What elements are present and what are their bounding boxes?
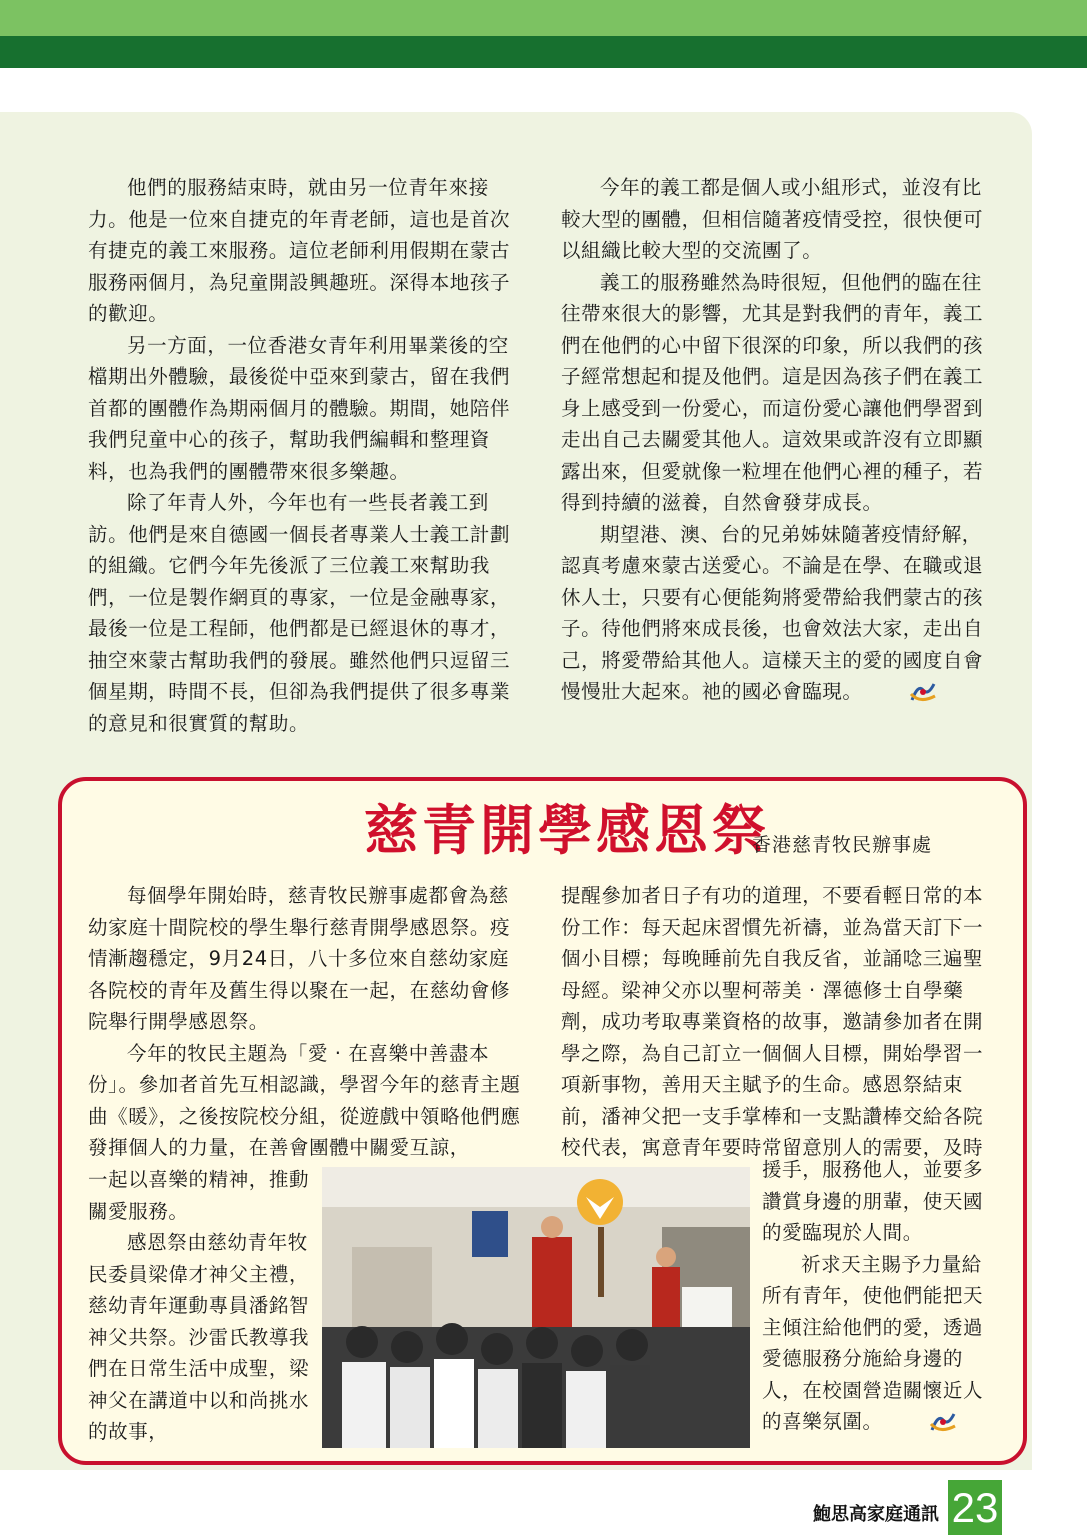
paragraph: 每個學年開始時，慈青牧民辦事處都會為慈幼家庭十間院校的學生舉行慈青開學感恩祭。疫情漸趨穩定，9月24日，八十多位來自慈幼家庭各院校的青年及舊生得以聚在一起，在慈幼會修院舉行開學感恩祭。 (88, 884, 511, 1033)
feature-right-column (561, 880, 997, 1195)
paragraph-text: 祈求天主賜予力量給所有青年，使他們能把天主傾注給他們的愛，透過愛德服務分施給身邊的人，在校園營造關懷近人的喜樂氛圍。 (762, 1252, 984, 1433)
paragraph: 他們的服務結束時，就由另一位青年來接力。他是一位來自捷克的年青老師，這也是首次有捷克的義工來服務。這位老師利用假期在蒙古服務兩個月，為兒童開設興趣班。深得本地孩子的歡迎。 (88, 176, 511, 325)
paragraph-text: 期望港、澳、台的兄弟姊妹隨著疫情紓解，認真考慮來蒙古送愛心。不論是在學、在職或退休人士，只要有心便能夠將愛帶給我們蒙古的孩子。待他們將來成長後，也會效法大家，走出自己，將愛帶給其他人。這樣天主的愛的國度自會慢慢壯大起來。祂的國必會臨現。 (561, 522, 984, 703)
paragraph: 今年的牧民主題為「愛 ‧ 在喜樂中善盡本份」。參加者首先互相認識，學習今年的慈青主題曲《暖》，之後按院校分組，從遊戲中領略他們應發揮個人的力量，在善會團體中關愛互諒， (88, 1041, 521, 1159)
top-article-right-column (561, 172, 997, 708)
top-article-left-column (88, 172, 524, 739)
paragraph-with-end-mark (561, 519, 997, 708)
paragraph: 一起以喜樂的精神，推動關愛服務。 (88, 1168, 310, 1223)
feature-article-source: 香港慈青牧民辦事處 (752, 834, 933, 856)
page-footer (0, 1470, 1087, 1535)
mass-photo (322, 1167, 750, 1448)
feature-left-column (88, 880, 524, 1164)
paragraph: 另一方面，一位香港女青年利用畢業後的空檔期出外體驗，最後從中亞來到蒙古，留在我們首都的團體作為期兩個月的體驗。期間，她陪伴我們兒童中心的孩子，幫助我們編輯和整理資料，也為我們的團體帶來很多樂趣。 (88, 333, 511, 483)
end-mark-icon (889, 1410, 919, 1436)
paragraph: 提醒參加者日子有功的道理，不要看輕日常的本份工作：每天起床習慣先祈禱，並為當天訂下一個小目標；每晚睡前先自我反省，並誦唸三遍聖母經。梁神父亦以聖柯蒂美 ‧ 澤德修士自學藥劑，成功考取專業資格的故事，邀請參加者在開學之際，為自己訂立一個個人目標，開始學習一項新事物，善用天主賦予的生命。感恩祭結束前，潘神父把一支手掌棒和一支點讚棒交給各院校代表，寓意青年要時常留意別人的需要，及時 (561, 884, 984, 1159)
paragraph: 感恩祭由慈幼青年牧民委員梁偉才神父主禮，慈幼青年運動專員潘銘智神父共祭。沙雷氏教導我們在日常生活中成聖，梁神父在講道中以和尚挑水的故事， (88, 1231, 310, 1443)
paragraph-with-end-mark (762, 1249, 998, 1438)
end-mark-icon (869, 680, 899, 706)
paragraph: 義工的服務雖然為時很短，但他們的臨在往往帶來很大的影響，尤其是對我們的青年，義工們在他們的心中留下很深的印象，所以我們的孩子經常想起和提及他們。這是因為孩子們在義工身上感受到一份愛心，而這份愛心讓他們學習到走出自己去關愛其他人。這效果或許沒有立即顯露出來，但愛就像一粒埋在他們心裡的種子，若得到持續的滋養，自然會發芽成長。 (561, 270, 984, 514)
header-band-light (0, 0, 1087, 36)
header-band-dark (0, 36, 1087, 68)
paragraph: 除了年青人外，今年也有一些長者義工到訪。他們是來自德國一個長者專業人士義工計劃的組織。它們今年先後派了三位義工來幫助我們，一位是製作網頁的專家，一位是金融專家，最後一位是工程師，他們都是已經退休的專才，抽空來蒙古幫助我們的發展。雖然他們只逗留三個星期，時間不長，但卻為我們提供了很多專業的意見和很實質的幫助。 (88, 491, 511, 735)
page-number: 23 (948, 1480, 1002, 1535)
feature-right-narrow-column (762, 1154, 998, 1438)
paragraph: 援手，服務他人，並要多讚賞身邊的朋輩，使天國的愛臨現於人間。 (762, 1158, 984, 1244)
feature-article-title: 慈青開學感恩祭 (364, 799, 770, 862)
journal-name: 鮑思高家庭通訊 (813, 1504, 939, 1525)
feature-left-narrow-column (88, 1164, 310, 1448)
paragraph: 今年的義工都是個人或小組形式，並沒有比較大型的團體，但相信隨著疫情受控，很快便可以組織比較大型的交流團了。 (561, 176, 984, 262)
